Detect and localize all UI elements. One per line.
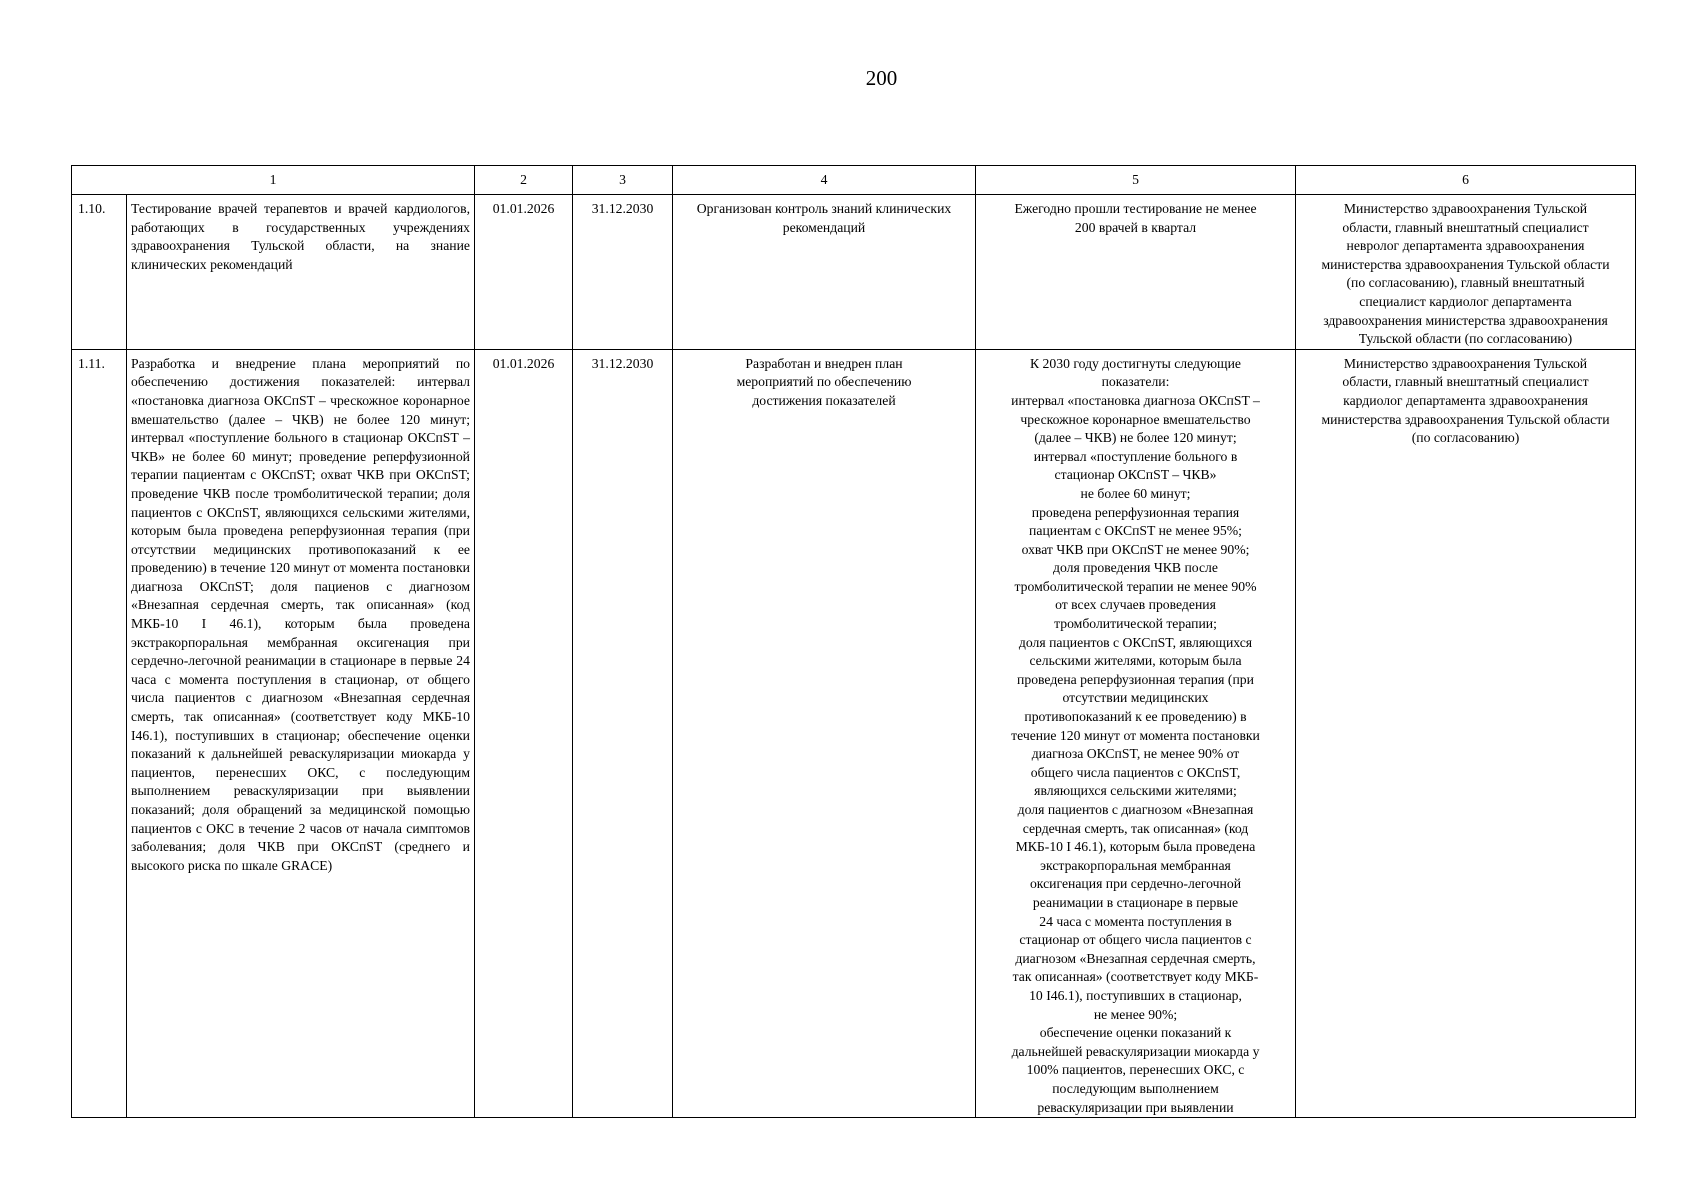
plan-table (71, 165, 1636, 1118)
indicator-line: противопоказаний к ее проведению) в (1024, 709, 1247, 725)
indicator-line: стационар ОКСпST – ЧКВ» (1054, 467, 1217, 483)
indicator-line: К 2030 году достигнуты следующие (1030, 355, 1241, 371)
page-number: 200 (865, 66, 898, 90)
indicator-line: течение 120 минут от момента постановки (1011, 727, 1260, 743)
responsible-line: Тульской области (по согласованию) (1358, 331, 1573, 347)
indicator-line: пациентам с ОКСпST не менее 95%; (1029, 523, 1242, 539)
start-date: 01.01.2026 (475, 195, 573, 350)
indicator-line: чрескожное коронарное вмешательство (1020, 411, 1251, 427)
indicator-line: диагноза ОКСпST, не менее 90% от (1031, 746, 1240, 762)
indicator-line: дальнейшей реваскуляризации миокарда у (1011, 1043, 1260, 1059)
indicator-line: (далее – ЧКВ) не более 120 минут; (1034, 430, 1237, 446)
indicator-line: диагнозом «Внезапная сердечная смерть, (1015, 950, 1256, 966)
table-row (72, 195, 1636, 350)
indicator-line: интервал «поступление больного в (1033, 448, 1238, 464)
indicator-line: 10 I46.1), поступивших в стационар, (1029, 987, 1242, 1003)
responsible-executor (1296, 195, 1636, 350)
indicator-line: доля проведения ЧКВ после (1053, 560, 1218, 576)
result-line: мероприятий по обеспечению (736, 374, 912, 390)
indicator-line: Ежегодно прошли тестирование не менее (1014, 201, 1257, 216)
start-date: 01.01.2026 (475, 349, 573, 1117)
responsible-line: кардиолог департамента здравоохранения (1343, 392, 1588, 408)
indicator-line: стационар от общего числа пациентов с (1019, 932, 1252, 948)
indicator-line: 200 врачей в квартал (1074, 219, 1197, 235)
indicator-line: так описанная» (соответствует коду МКБ- (1012, 969, 1259, 985)
indicator-line: интервал «постановка диагноза ОКСпST – (1011, 392, 1260, 408)
end-date: 31.12.2030 (573, 195, 673, 350)
indicator-line: доля пациентов с диагнозом «Внезапная (1017, 802, 1254, 817)
column-number-row (72, 166, 1636, 195)
indicator-line: не более 60 минут; (1080, 485, 1191, 501)
indicator-line: МКБ-10 I 46.1), которым была проведена (1015, 839, 1256, 855)
expected-result (673, 349, 976, 1117)
responsible-line: области, главный внештатный специалист (1342, 374, 1589, 390)
table-row (72, 349, 1636, 1117)
indicator-line: тромболитической терапии; (1054, 616, 1217, 632)
indicator-line: отсутствии медицинских (1062, 690, 1209, 706)
responsible-line: (по согласованию), главный внештатный (1346, 275, 1585, 291)
indicator-line: реваскуляризации при выявлении (1037, 1099, 1234, 1115)
column-header-3: 3 (573, 166, 673, 195)
indicator-line: проведена реперфузионная терапия (1031, 504, 1240, 520)
indicator-line: 100% пациентов, перенесших ОКС, с (1026, 1062, 1245, 1078)
indicators (976, 349, 1296, 1117)
responsible-executor (1296, 349, 1636, 1117)
indicator-line: охват ЧКВ при ОКСпST не менее 90%; (1021, 541, 1250, 557)
row-number: 1.11. (72, 349, 127, 1117)
column-header-6: 6 (1296, 166, 1636, 195)
result-line: Разработан и внедрен план (745, 355, 903, 371)
indicator-line: от всех случаев проведения (1055, 597, 1216, 613)
indicator-line: сердечная смерть, так описанная» (код (1022, 820, 1249, 836)
responsible-line: (по согласованию) (1411, 430, 1520, 446)
responsible-line: министерства здравоохранения Тульской области (1321, 411, 1610, 427)
indicator-line: экстракорпоральная мембранная (1040, 857, 1231, 873)
row-number: 1.10. (72, 195, 127, 350)
column-header-5: 5 (976, 166, 1296, 195)
indicator-line: обеспечение оценки показаний к (1039, 1025, 1232, 1041)
column-header-2: 2 (475, 166, 573, 195)
indicator-line: сельскими жителями, которым была (1029, 653, 1242, 669)
responsible-line: специалист кардиолог департамента (1359, 293, 1572, 309)
expected-result: Организован контроль знаний клинических рекомендаций (673, 195, 976, 350)
indicator-line: оксигенация при сердечно-легочной (1029, 876, 1242, 892)
indicator-line: последующим выполнением (1052, 1080, 1219, 1096)
column-header-1: 1 (72, 166, 475, 195)
task-description: Разработка и внедрение плана мероприятий по обеспечению достижения показателей: интервал «постановка диагноза ОКСпST – чрескожное коронарное вмешательство (далее – ЧКВ) не более 120 минут; интервал «поступление больного в стационар ОКСпST – ЧКВ» не более 60 минут; проведение реперфузионной терапии пациентам с ОКСпST; охват ЧКВ при ОКСпST; проведение ЧКВ после тромболитической терапии; доля пациентов с ОКСпST, являющихся сельскими жителями, которым была проведена реперфузионная терапия (при отсутствии медицинских противопоказаний к ее проведению) в течение 120 минут от момента постановки диагноза ОКСпST; доля пациенов с диагнозом «Внезапная сердечная смерть, так описанная» (код МКБ-10 I 46.1), которым была проведена экстракорпоральная мембранная оксигенация при сердечно-легочной реанимации в стационаре в первые 24 часа с момента поступления в стационар, от общего числа пациентов с диагнозом «Внезапная сердечная смерть, так описанная» (соответствует коду МКБ-10 I46.1), поступивших в стационар; обеспечение оценки показаний к дальнейшей реваскуляризации миокарда у пациентов, перенесших ОКС, с последующим выполнением реваскуляризации при выявлении показаний; доля обращений за медицинской помощью пациентов с ОКС в течение 2 часов от начала симптомов заболевания; доля ЧКВ при ОКСпST (среднего и высокого риска по шкале GRACE) (127, 349, 475, 1117)
indicators (976, 195, 1296, 350)
task-description: Тестирование врачей терапевтов и врачей кардиологов, работающих в государственных учреждениях здравоохранения Тульской области, на знание клинических рекомендаций (127, 195, 475, 350)
indicator-line: показатели: (1101, 374, 1170, 390)
indicator-line: являющихся сельскими жителями; (1034, 783, 1237, 799)
column-header-4: 4 (673, 166, 976, 195)
responsible-line: Министерство здравоохранения Тульской (1343, 201, 1588, 216)
result-line: достижения показателей (752, 392, 896, 408)
responsible-line: Министерство здравоохранения Тульской (1343, 355, 1588, 371)
responsible-line: невролог департамента здравоохранения (1346, 238, 1585, 254)
indicator-line: не менее 90%; (1093, 1006, 1178, 1022)
indicator-line: 24 часа с момента поступления в (1039, 913, 1232, 929)
indicator-line: доля пациентов с ОКСпST, являющихся (1018, 634, 1253, 650)
responsible-line: области, главный внештатный специалист (1342, 219, 1589, 235)
responsible-line: здравоохранения министерства здравоохранения (1323, 312, 1608, 328)
indicator-line: общего числа пациентов с ОКСпST, (1030, 764, 1241, 780)
responsible-line: министерства здравоохранения Тульской области (1321, 256, 1610, 272)
end-date: 31.12.2030 (573, 349, 673, 1117)
indicator-line: проведена реперфузионная терапия (при (1017, 671, 1254, 687)
indicator-line: реанимации в стационаре в первые (1032, 894, 1239, 910)
indicator-line: тромболитической терапии не менее 90% (1014, 578, 1257, 594)
